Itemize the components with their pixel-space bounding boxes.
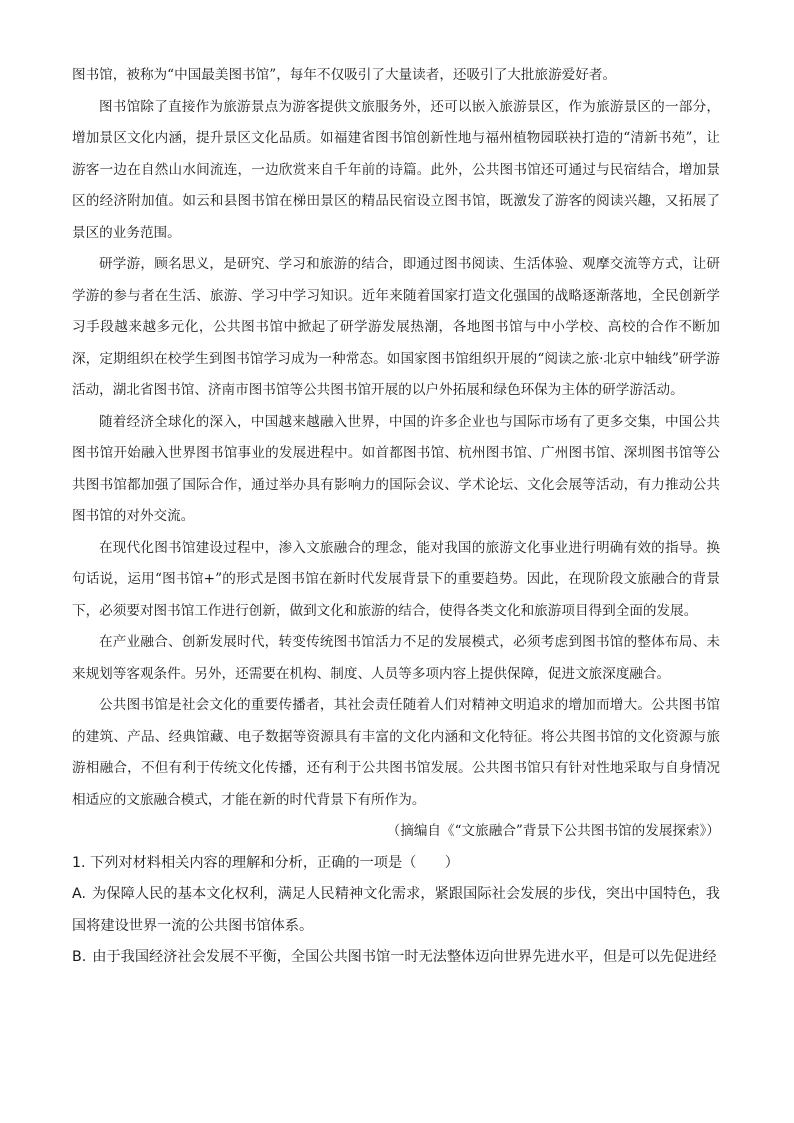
article-paragraph-6: 在产业融合、创新发展时代，转变传统图书馆活力不足的发展模式，必须考虑到图书馆的整体布局、未来规划等客观条件。另外，还需要在机构、制度、人员等多项内容上提供保障，促进文旅深度融合。 (72, 634, 720, 682)
article-paragraph-2: 图书馆除了直接作为旅游景点为游客提供文旅服务外，还可以嵌入旅游景区，作为旅游景区的一部分，增加景区文化内涵，提升景区文化品质。如福建省图书馆创新性地与福州植物园联袂打造的“清新书苑”，让游客一边在自然山水间流连，一边欣赏来自千年前的诗篇。此外，公共图书馆还可通过与民宿结合，增加景区的经济附加值。如云和县图书馆在梯田景区的精品民宿设立图书馆，既激发了游客的阅读兴趣，又拓展了景区的业务范围。 (72, 98, 720, 241)
question-option-b (72, 942, 720, 974)
option-b-text: 由于我国经济社会发展不平衡，全国公共图书馆一时无法整体迈向世界先进水平，但是可以先促进经 (92, 949, 717, 965)
article-paragraph-7: 公共图书馆是社会文化的重要传播者，其社会责任随着人们对精神文明追求的增加而增大。公共图书馆的建筑、产品、经典馆藏、电子数据等资源具有丰富的文化内涵和文化特征。将公共图书馆的文化资源与旅游相融合，不但有利于传统文化传播，还有利于公共图书馆发展。公共图书馆只有针对性地采取与自身情况相适应的文旅融合模式，才能在新的时代背景下有所作为。 (72, 697, 720, 808)
option-b-letter: B. (72, 949, 87, 965)
article-paragraph-5: 在现代化图书馆建设过程中，渗入文旅融合的理念，能对我国的旅游文化事业进行明确有效的指导。换句话说，运用“图书馆+”的形式是图书馆在新时代发展背景下的重要趋势。因此，在现阶段文旅融合的背景下，必须要对图书馆工作进行创新，做到文化和旅游的结合，使得各类文化和旅游项目得到全面的发展。 (72, 539, 720, 619)
question-option-a (72, 879, 720, 942)
article-source: （摘编自《“文旅融合”背景下公共图书馆的发展探索》） (386, 823, 720, 839)
option-a-text: 为保障人民的基本文化权利，满足人民精神文化需求，紧跟国际社会发展的步伐，突出中国特色，我国将建设世界一流的公共图书馆体系。 (72, 886, 720, 934)
question-stem: 1. 下列对材料相关内容的理解和分析，正确的一项是（ ） (72, 854, 459, 871)
article-paragraph-1: 图书馆，被称为“中国最美图书馆”，每年不仅吸引了大量读者，还吸引了大批旅游爱好者。 (72, 67, 617, 83)
option-a-letter: A. (72, 886, 86, 902)
article-paragraph-4: 随着经济全球化的深入，中国越来越融入世界，中国的许多企业也与国际市场有了更多交集，中国公共图书馆开始融入世界图书馆事业的发展进程中。如首都图书馆、杭州图书馆、广州图书馆、深圳图书馆等公共图书馆都加强了国际合作，通过举办具有影响力的国际会议、学术论坛、文化会展等活动，有力推动公共图书馆的对外交流。 (72, 413, 720, 524)
article-paragraph-3: 研学游，顾名思义，是研究、学习和旅游的结合，即通过图书阅读、生活体验、观摩交流等方式，让研学游的参与者在生活、旅游、学习中学习知识。近年来随着国家打造文化强国的战略逐渐落地，全民创新学习手段越来越多元化，公共图书馆中掀起了研学游发展热潮，各地图书馆与中小学校、高校的合作不断加深，定期组织在校学生到图书馆学习成为一种常态。如国家图书馆组织开展的“阅读之旅·北京中轴线”研学游活动，湖北省图书馆、济南市图书馆等公共图书馆开展的以户外拓展和绿色环保为主体的研学游活动。 (72, 256, 720, 398)
document-page (72, 60, 720, 974)
